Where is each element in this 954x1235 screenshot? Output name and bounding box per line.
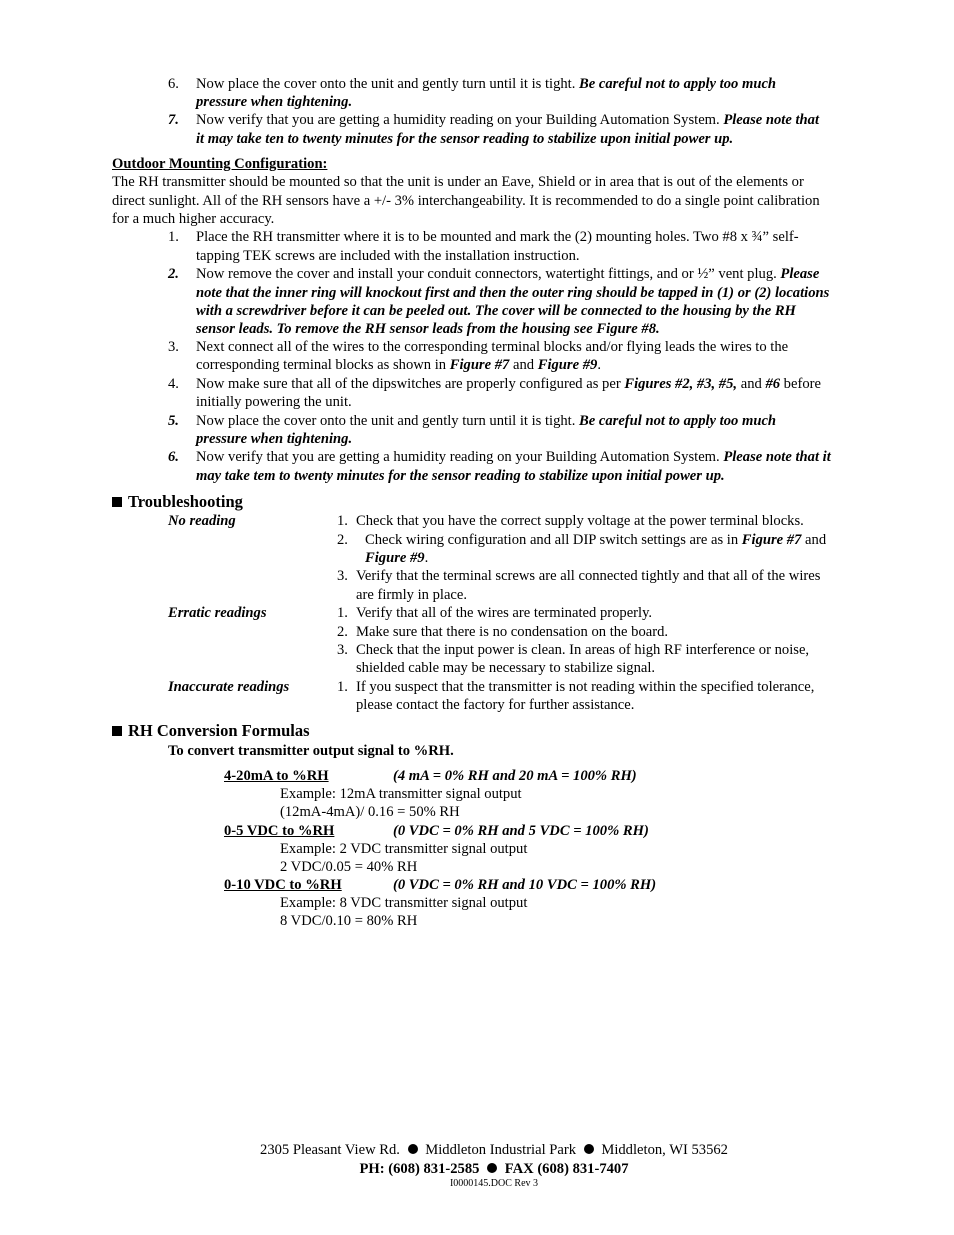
step-text (196, 448, 831, 466)
list-item (365, 549, 428, 567)
square-bullet-icon (112, 497, 122, 507)
text-run: corresponding terminal blocks as shown in (196, 357, 450, 373)
paragraph-line: direct sunlight. All of the RH sensors have a +/- 3% interchangeability. It is recommended to do a single point calibration (112, 193, 820, 209)
text-run: and (509, 357, 538, 373)
list-item: Check that you have the correct supply voltage at the power terminal blocks. (356, 513, 804, 529)
text-run: before (780, 376, 821, 392)
footer-doc-id: I0000145.DOC Rev 3 (449, 1178, 539, 1189)
heading-text: Troubleshooting (128, 492, 243, 511)
step-warning: sensor leads. To remove the RH sensor leads from the housing see Figure #8. (196, 321, 660, 337)
step-plain: Now place the cover onto the unit and gently turn until it is tight. (196, 413, 580, 429)
symptom-label: No reading (168, 513, 236, 529)
text-run: and (737, 376, 766, 392)
step-number: 3. (168, 339, 179, 355)
formula-name: 0-5 VDC to %RH (224, 823, 335, 839)
formula-calculation: 2 VDC/0.05 = 40% RH (280, 859, 418, 875)
step-number: 5. (168, 413, 179, 429)
dot-bullet-icon (584, 1144, 594, 1154)
step-warning: may take tem to twenty minutes for the sensor reading to stabilize upon initial power up. (196, 468, 725, 484)
step-plain: Now verify that you are getting a humidity reading on your Building Automation System. (196, 112, 724, 128)
list-item: Verify that the terminal screws are all connected tightly and that all of the wires (356, 568, 821, 584)
text-run: Now make sure that all of the dipswitches are properly configured as per (196, 376, 625, 392)
section-title-conversion (112, 722, 310, 740)
step-warning: pressure when tightening. (196, 431, 353, 447)
step-text (196, 111, 819, 129)
figure-ref: #6 (765, 376, 781, 392)
list-number: 3. (337, 568, 348, 584)
figure-ref: Figure #7 (449, 357, 510, 373)
step-warning: pressure when tightening. (196, 94, 353, 110)
heading-text: RH Conversion Formulas (128, 721, 310, 740)
formula-name: 4-20mA to %RH (224, 768, 329, 784)
fax-number: FAX (608) 831-7407 (504, 1161, 629, 1177)
section-title-troubleshooting (112, 493, 243, 511)
list-number: 1. (337, 513, 348, 529)
step-warning: Be careful not to apply too much (579, 76, 777, 92)
formula-definition: (4 mA = 0% RH and 20 mA = 100% RH) (393, 768, 637, 784)
list-item: are firmly in place. (356, 587, 468, 603)
step-warning: Please note that it (723, 449, 831, 465)
list-number: 2. (337, 532, 348, 548)
list-number: 1. (337, 605, 348, 621)
step-number: 1. (168, 229, 179, 245)
step-text: initially powering the unit. (196, 394, 352, 410)
section-title-outdoor: Outdoor Mounting Configuration: (112, 156, 328, 172)
address-park: Middleton Industrial Park (425, 1142, 577, 1158)
symptom-label: Inaccurate readings (168, 679, 290, 695)
step-warning: it may take ten to twenty minutes for the sensor reading to stabilize upon initial power up. (196, 131, 734, 147)
step-number: 6. (168, 76, 179, 92)
list-item: please contact the factory for further assistance. (356, 697, 635, 713)
symptom-label: Erratic readings (168, 605, 267, 621)
text-run: Check wiring configuration and all DIP switch settings are as in (365, 532, 742, 548)
list-item: shielded cable may be necessary to stabilize signal. (356, 660, 656, 676)
list-number: 2. (337, 624, 348, 640)
paragraph-line: The RH transmitter should be mounted so that the unit is under an Eave, Shield or in area that is out of the elements or (112, 174, 804, 190)
list-item (365, 531, 826, 549)
step-number: 7. (168, 112, 179, 128)
step-warning: Be careful not to apply too much (579, 413, 777, 429)
step-warning: with a screwdriver before it can be peeled out. The cover will be connected to the housing by the RH (196, 303, 796, 319)
paragraph-line: for a much higher accuracy. (112, 211, 275, 227)
list-item: Make sure that there is no condensation on the board. (356, 624, 669, 640)
footer-contact (0, 1160, 954, 1178)
step-number: 6. (168, 449, 179, 465)
list-number: 3. (337, 642, 348, 658)
formula-definition: (0 VDC = 0% RH and 10 VDC = 100% RH) (393, 877, 657, 893)
step-plain: Now verify that you are getting a humidity reading on your Building Automation System. (196, 449, 724, 465)
step-text (196, 375, 821, 393)
step-text (196, 356, 601, 374)
step-text (196, 412, 776, 430)
formula-calculation: 8 VDC/0.10 = 80% RH (280, 913, 418, 929)
step-text: tapping TEK screws are included with the installation instruction. (196, 248, 580, 264)
step-text (196, 265, 819, 283)
dot-bullet-icon (408, 1144, 418, 1154)
footer-address (0, 1141, 954, 1159)
step-warning: Please (780, 266, 820, 282)
step-text: Place the RH transmitter where it is to be mounted and mark the (2) mounting holes. Two #8 x ¾” self- (196, 229, 799, 245)
step-plain: Now place the cover onto the unit and gently turn until it is tight. (196, 76, 580, 92)
formula-calculation: (12mA-4mA)/ 0.16 = 50% RH (280, 804, 460, 820)
list-number: 1. (337, 679, 348, 695)
step-plain: Now remove the cover and install your conduit connectors, watertight fittings, and or ½” vent plug. (196, 266, 781, 282)
formula-example: Example: 12mA transmitter signal output (280, 786, 522, 802)
figure-ref: Figure #9 (365, 550, 425, 566)
text-run: . (424, 550, 429, 566)
step-warning: note that the inner ring will knockout first and then the outer ring should be tapped in (1) or (2) locations (196, 285, 830, 301)
formula-example: Example: 2 VDC transmitter signal output (280, 841, 528, 857)
formula-name: 0-10 VDC to %RH (224, 877, 342, 893)
step-warning: Please note that (723, 112, 819, 128)
dot-bullet-icon (487, 1163, 497, 1173)
phone-number: PH: (608) 831-2585 (359, 1161, 480, 1177)
list-item: If you suspect that the transmitter is not reading within the specified tolerance, (356, 679, 815, 695)
conversion-subtitle: To convert transmitter output signal to %RH. (168, 743, 454, 759)
formula-example: Example: 8 VDC transmitter signal output (280, 895, 528, 911)
list-item: Verify that all of the wires are terminated properly. (356, 605, 653, 621)
figure-ref: Figure #9 (537, 357, 598, 373)
step-number: 4. (168, 376, 179, 392)
figure-ref: Figure #7 (741, 532, 802, 548)
formula-definition: (0 VDC = 0% RH and 5 VDC = 100% RH) (393, 823, 649, 839)
text-run: and (801, 532, 827, 548)
figure-ref: Figures #2, #3, #5, (624, 376, 738, 392)
list-item: Check that the input power is clean. In areas of high RF interference or noise, (356, 642, 810, 658)
step-text (196, 75, 776, 93)
step-number: 2. (168, 266, 179, 282)
square-bullet-icon (112, 726, 122, 736)
address-street: 2305 Pleasant View Rd. (260, 1142, 400, 1158)
step-text: Next connect all of the wires to the corresponding terminal blocks and/or flying leads the wires to the (196, 339, 789, 355)
address-city: Middleton, WI 53562 (601, 1142, 728, 1158)
text-run: . (597, 357, 601, 373)
